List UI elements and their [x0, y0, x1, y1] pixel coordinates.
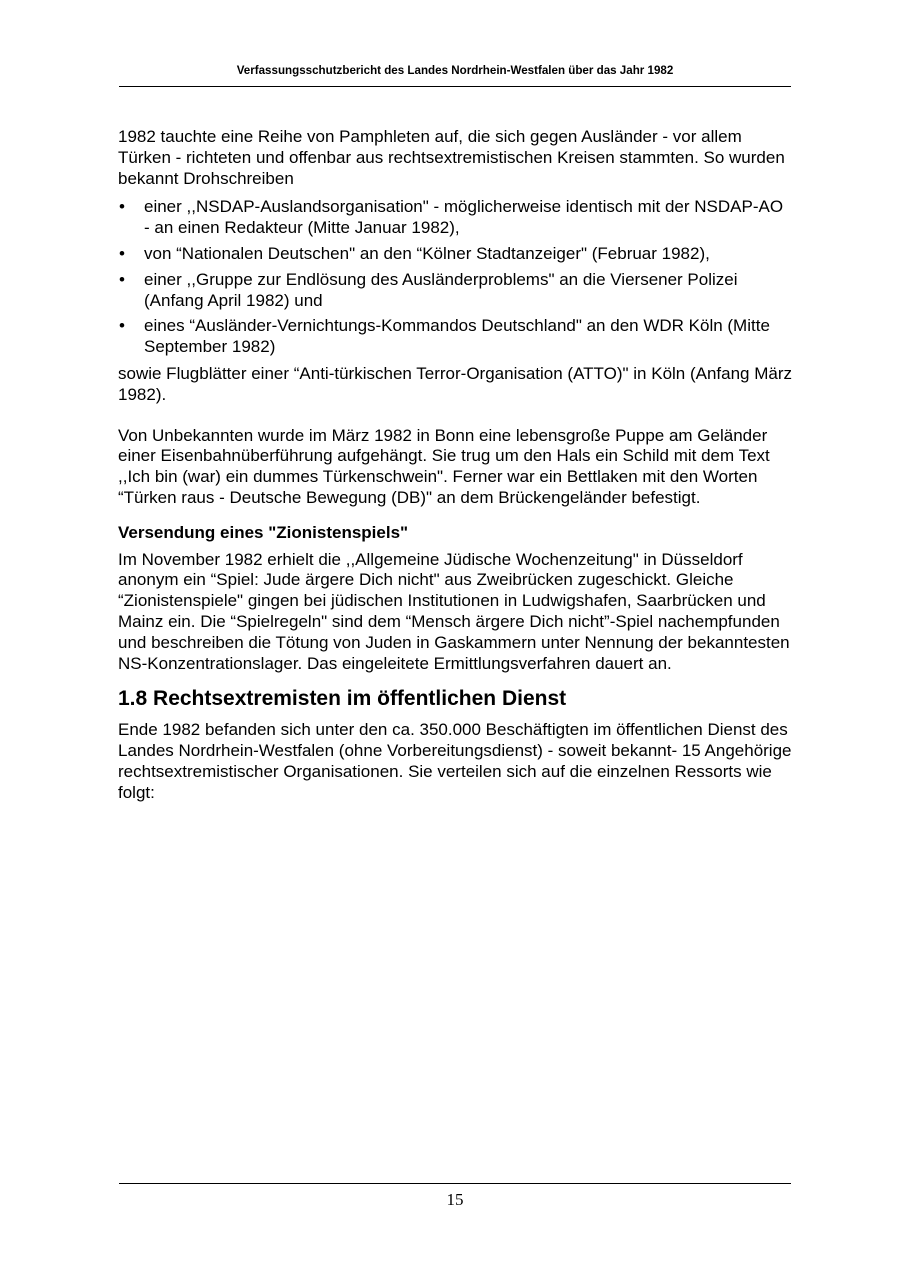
list-item — [118, 197, 793, 239]
threat-letter-list — [118, 197, 793, 358]
list-item-text: von “Nationalen Deutschen" an den “Kölner Stadtanzeiger" (Februar 1982), — [144, 243, 710, 263]
bullet-icon: • — [119, 197, 125, 217]
page-number: 15 — [446, 1190, 464, 1209]
bullet-icon: • — [119, 316, 125, 336]
intro-paragraph: 1982 tauchte eine Reihe von Pamphleten auf, die sich gegen Ausländer - vor allem Türken - richteten und offenbar aus rechtsextremistischen Kreisen stammten. So wurden bekannt Drohschreiben — [118, 127, 785, 188]
list-item-text: einer ,,NSDAP-Auslandsorganisation" - möglicherweise identisch mit der NSDAP-AO - an einen Redakteur (Mitte Januar 1982), — [144, 197, 784, 238]
list-item-text: eines “Ausländer-Vernichtungs-Kommandos Deutschland" an den WDR Köln (Mitte September 1982) — [144, 316, 770, 357]
bullet-icon: • — [119, 269, 125, 289]
footer-rule — [119, 1183, 791, 1184]
list-item-text: einer ,,Gruppe zur Endlösung des Ausländerproblems" an die Viersener Polizei (Anfang April 1982) und — [144, 269, 738, 310]
list-item — [118, 244, 793, 265]
list-item — [118, 316, 793, 358]
page-content — [118, 127, 793, 804]
after-list-paragraph: sowie Flugblätter einer “Anti-türkischen Terror-Organisation (ATTO)" in Köln (Anfang März 1982). — [118, 363, 793, 404]
puppe-paragraph: Von Unbekannten wurde im März 1982 in Bonn eine lebensgroße Puppe am Geländer einer Eisenbahnüberführung aufgehängt. Sie trug um den Hals ein Schild mit dem Text ,,Ich bin (war) ein dummes Türkenschwein". Ferner war ein Bettlaken mit den Worten “Türken raus - Deutsche Bewegung (DB)" an dem Brückengeländer befestigt. — [118, 425, 770, 507]
list-item — [118, 270, 793, 312]
section-title: 1.8 Rechtsextremisten im öffentlichen Dienst — [118, 687, 567, 711]
page-header: Verfassungsschutzbericht des Landes Nordrhein-Westfalen über das Jahr 1982 — [236, 64, 674, 77]
bullet-icon: • — [119, 243, 125, 263]
section-paragraph: Ende 1982 befanden sich unter den ca. 350.000 Beschäftigten im öffentlichen Dienst des Landes Nordrhein-Westfalen (ohne Vorbereitungsdienst) - soweit bekannt- 15 Angehörige rechtsextremistischer Organisationen. Sie verteilen sich auf die einzelnen Ressorts wie folgt: — [118, 720, 792, 802]
subheading: Versendung eines "Zionistenspiels" — [118, 522, 409, 542]
header-rule — [119, 86, 791, 87]
zionisten-paragraph: Im November 1982 erhielt die ,,Allgemeine Jüdische Wochenzeitung" in Düsseldorf anonym ein “Spiel: Jude ärgere Dich nicht" aus Zweibrücken zugeschickt. Gleiche “Zionistenspiele" gingen bei jüdischen Institutionen in Ludwigshafen, Saarbrücken und Mainz ein. Die “Spielregeln" sind dem “Mensch ärgere Dich nicht”-Spiel nachempfunden und beschreiben die Tötung von Juden in Gaskammern unter Nennung der bekanntesten NS-Konzentrationslager. Das eingeleitete Ermittlungsverfahren dauert an. — [118, 549, 790, 673]
